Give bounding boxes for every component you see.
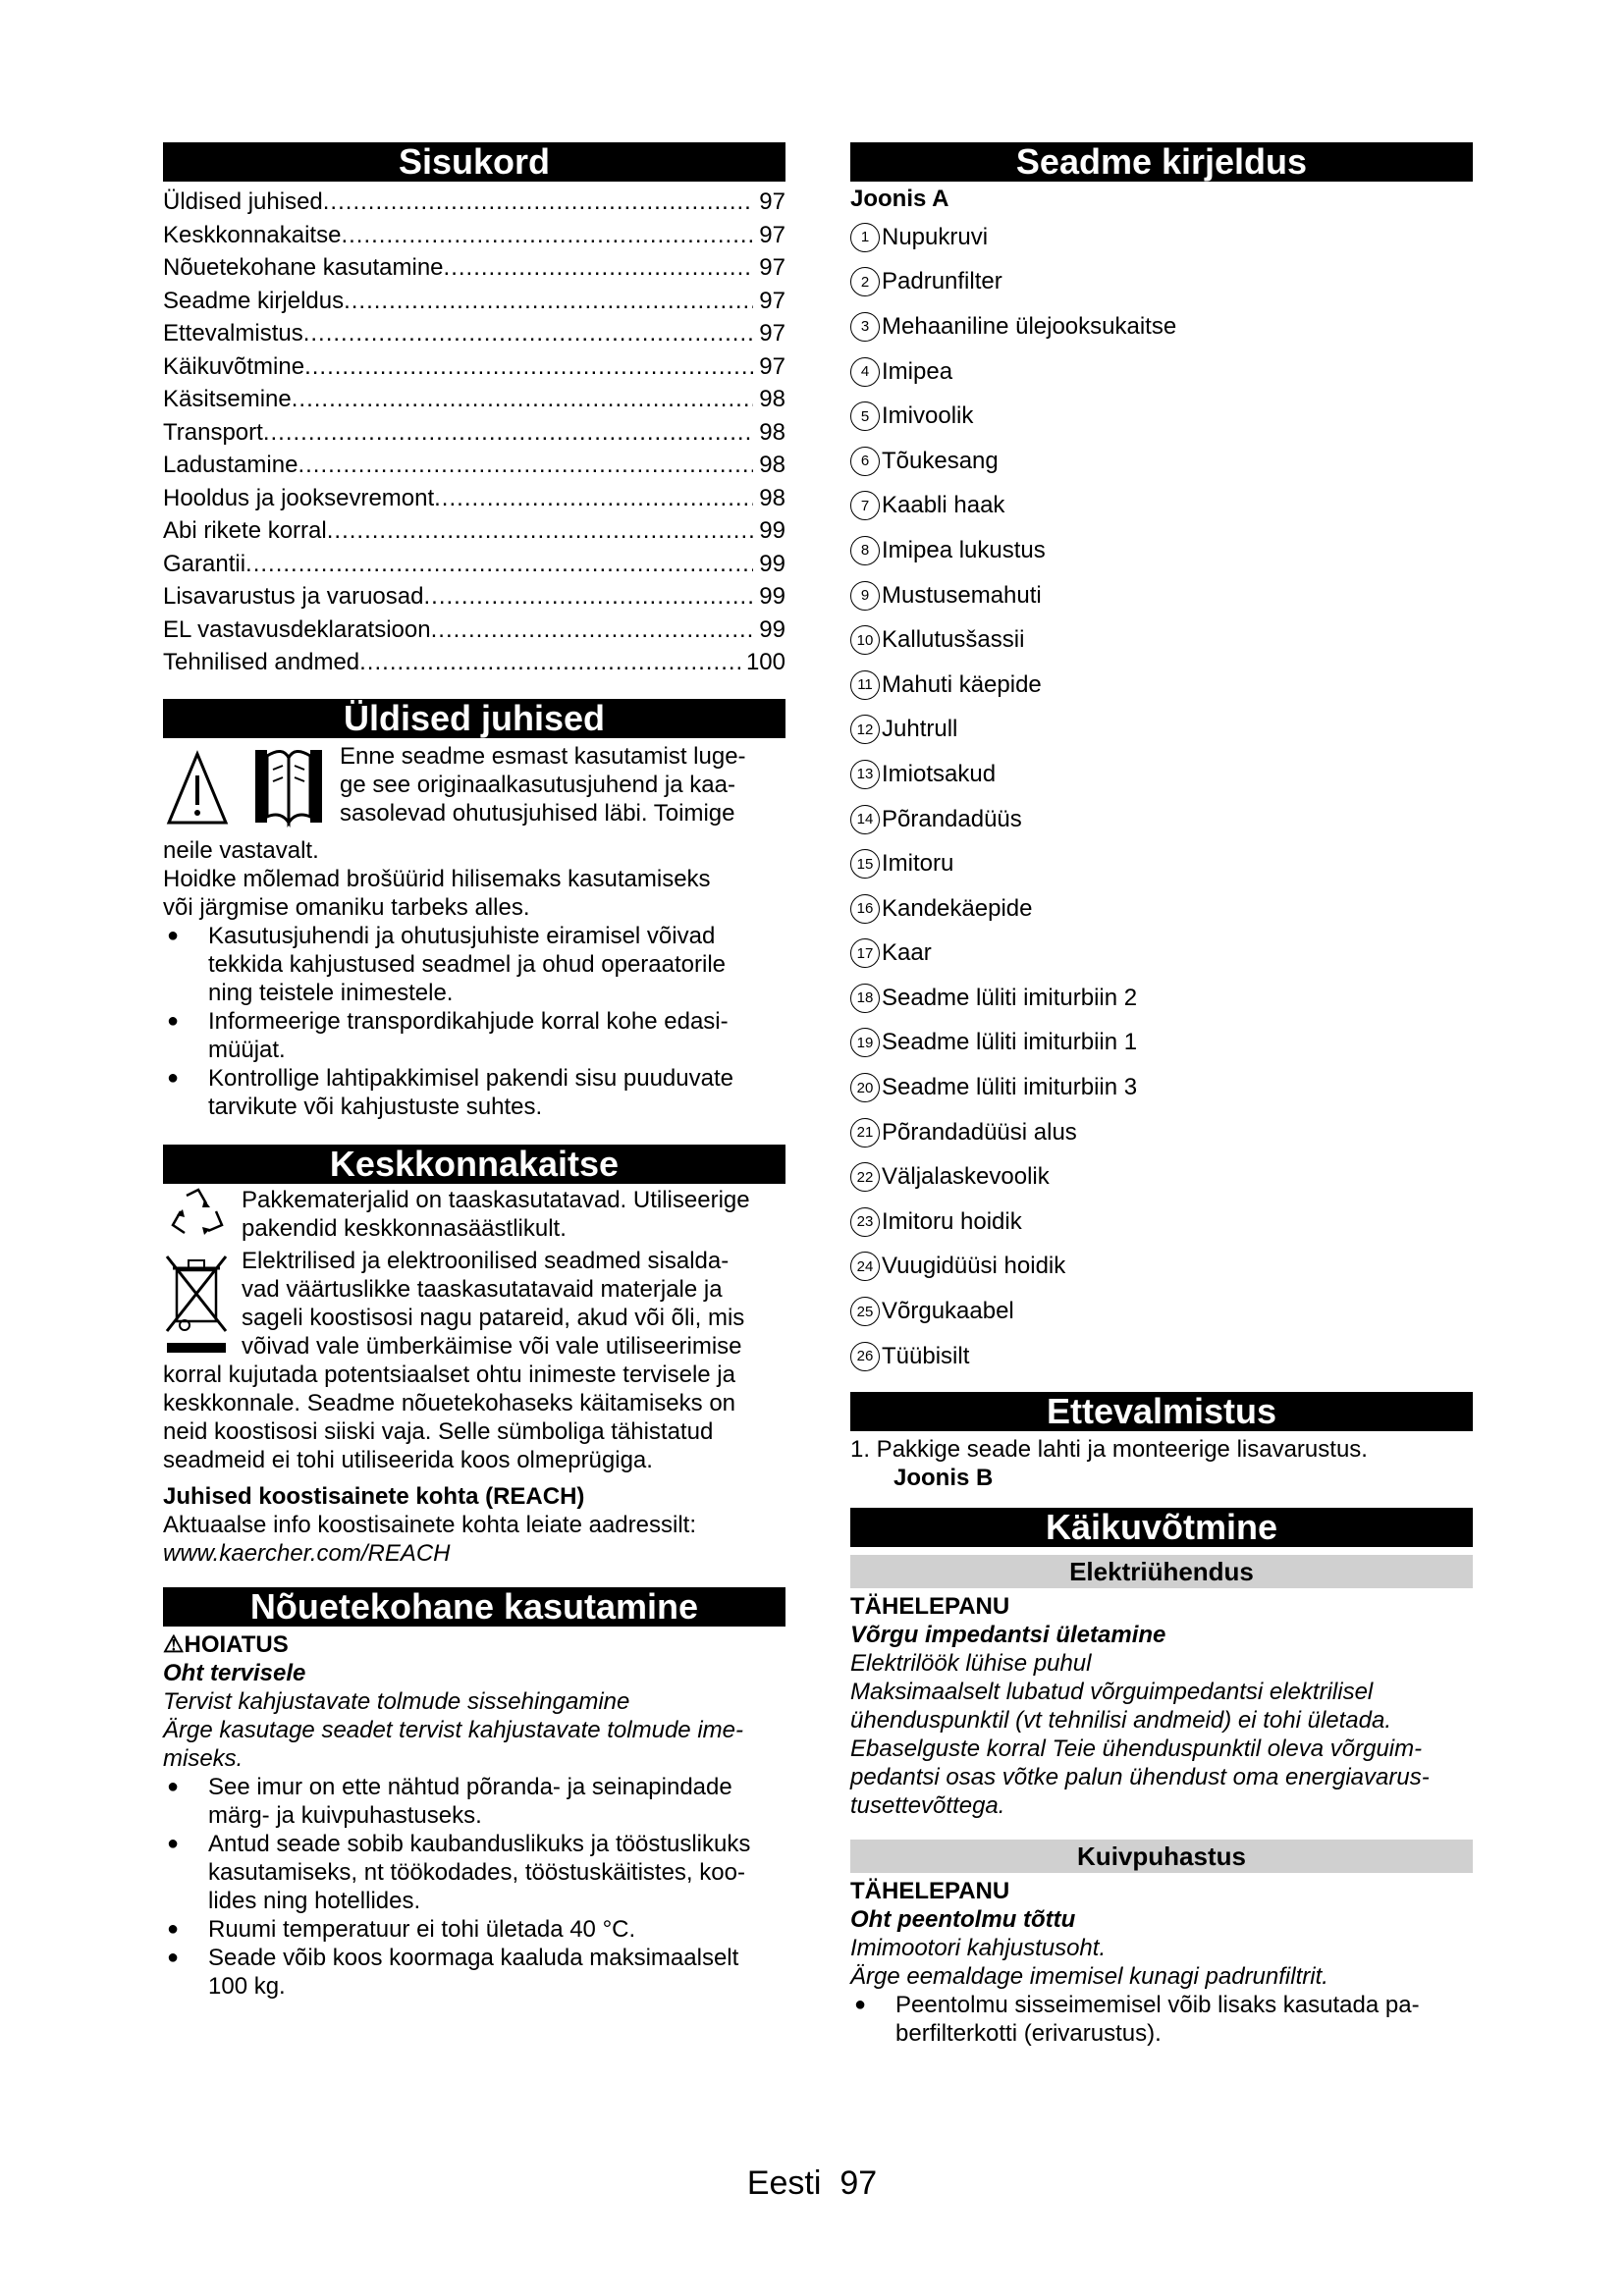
description-heading: Seadme kirjeldus	[850, 142, 1473, 182]
weee-line: võivad vale ümberkäimise või vale utiliseerimise	[242, 1332, 742, 1360]
toc-heading: Sisukord	[163, 142, 785, 182]
toc-entry[interactable]	[163, 285, 785, 318]
bullet-line: tekkida kahjustused seadmel ja ohud operaatorile	[208, 950, 727, 978]
proper-use-bullets	[163, 1773, 785, 2001]
toc-entry-title: Transport	[163, 418, 263, 446]
toc-entry[interactable]	[163, 219, 785, 252]
electrical-notice: TÄHELEPANU	[850, 1593, 1010, 1621]
component-item	[850, 260, 1473, 305]
toc-leader-dots	[434, 482, 753, 515]
toc-entry[interactable]	[163, 186, 785, 219]
toc-entry-page: 97	[759, 188, 785, 215]
bullet-line: lides ning hotellides.	[208, 1887, 421, 1914]
description-figure: Joonis A	[850, 186, 949, 212]
bullet-line: ● Informeerige transpordikahjude korral kohe edasi-	[208, 1007, 729, 1035]
bullet-line: ● Kontrollige lahtipakkimisel pakendi sisu puuduvate	[208, 1064, 733, 1092]
component-number-badge: 23	[850, 1207, 880, 1237]
startup-heading: Käikuvõtmine	[850, 1508, 1473, 1547]
bullet-item	[163, 1007, 785, 1064]
toc-entry-page: 97	[759, 320, 785, 347]
bullet-line: tarvikute või kahjustuste suhtes.	[208, 1093, 543, 1120]
toc-entry[interactable]	[163, 350, 785, 384]
crossed-bin-icon	[163, 1247, 234, 1361]
weee-cont-line: neid koostisosi siiski vaja. Selle sümboliga tähistatud	[163, 1417, 714, 1445]
toc-entry-page: 97	[759, 221, 785, 248]
toc-entry-title: Abi rikete korral	[163, 517, 327, 544]
toc-entry-page: 97	[759, 254, 785, 281]
bullet-item	[163, 1064, 785, 1121]
component-label: Seadme lüliti imiturbiin 1	[882, 1029, 1138, 1056]
toc-leader-dots	[327, 514, 754, 548]
proper-use-heading: Nõuetekohane kasutamine	[163, 1587, 785, 1627]
reach-title: Juhised koostisainete kohta (REACH)	[163, 1482, 585, 1510]
toc-entry[interactable]	[163, 416, 785, 450]
component-label: Tüübisilt	[882, 1342, 970, 1369]
toc-entry-page: 98	[759, 452, 785, 478]
component-number-badge: 14	[850, 805, 880, 834]
component-number-badge: 26	[850, 1342, 880, 1371]
component-item	[850, 349, 1473, 395]
toc-entry-title: Seadme kirjeldus	[163, 287, 345, 314]
component-item	[850, 841, 1473, 886]
component-label: Mahuti käepide	[882, 670, 1042, 698]
toc-leader-dots	[423, 580, 753, 614]
component-label: Kallutusšassii	[882, 626, 1025, 654]
component-number-badge: 5	[850, 401, 880, 431]
component-label: Imivoolik	[882, 402, 974, 430]
toc-entry-title: Garantii	[163, 550, 246, 577]
bullet-line: ning teistele inimestele.	[208, 979, 454, 1006]
electrical-line: ühenduspunktil (vt tehnilisi andmeid) ei tohi ületada.	[850, 1707, 1392, 1735]
electrical-heading: Elektriühendus	[850, 1555, 1473, 1588]
component-number-badge: 22	[850, 1162, 880, 1192]
toc-leader-dots	[344, 285, 753, 318]
component-label: Nupukruvi	[882, 223, 989, 250]
toc-entry[interactable]	[163, 580, 785, 614]
component-label: Imiotsakud	[882, 760, 997, 787]
component-number-badge: 9	[850, 581, 880, 611]
toc-entry[interactable]	[163, 514, 785, 548]
component-item	[850, 886, 1473, 932]
bullet-line: ● Antud seade sobib kaubanduslikuks ja tööstuslikuks	[208, 1830, 751, 1857]
component-number-badge: 21	[850, 1118, 880, 1148]
electrical-lines	[850, 1649, 1473, 1820]
bullet-item	[163, 1773, 785, 1830]
component-label: Imipea lukustus	[882, 536, 1046, 563]
component-label: Kaabli haak	[882, 492, 1005, 519]
bullet-line: ● See imur on ette nähtud põranda- ja seinapindade	[208, 1773, 732, 1800]
bullet-line: 100 kg.	[208, 1972, 286, 2000]
toc-entry-title: Lisavarustus ja varuosad	[163, 583, 424, 610]
recycle-line: pakendid keskkonnasäästlikult.	[242, 1214, 567, 1242]
bullet-line: ● Kasutusjuhendi ja ohutusjuhiste eiramisel võivad	[208, 922, 716, 949]
component-item	[850, 1021, 1473, 1066]
intro-line: sasolevad ohutusjuhised läbi. Toimige	[340, 799, 735, 827]
para-line: Hoidke mõlemad brošüürid hilisemaks kasutamiseks	[163, 865, 711, 892]
environment-weee-text	[242, 1247, 744, 1361]
component-label: Imipea	[882, 357, 953, 385]
weee-line: Elektrilised ja elektroonilised seadmed sisalda-	[242, 1247, 730, 1274]
toc-leader-dots	[298, 449, 753, 482]
component-label: Kaar	[882, 939, 932, 967]
environment-weee-cont	[163, 1361, 785, 1474]
component-item	[850, 708, 1473, 753]
component-item	[850, 932, 1473, 977]
toc-entry-title: Üldised juhised	[163, 188, 323, 215]
intro-line: Enne seadme esmast kasutamist luge-	[340, 742, 746, 770]
component-number-badge: 18	[850, 984, 880, 1013]
component-item	[850, 1200, 1473, 1245]
general-heading: Üldised juhised	[163, 699, 785, 738]
component-number-badge: 10	[850, 625, 880, 655]
environment-recycle-text	[242, 1186, 750, 1243]
component-item	[850, 617, 1473, 663]
bullet-item	[163, 1944, 785, 2001]
page-footer	[0, 2164, 1624, 2203]
recycle-icon	[163, 1186, 234, 1245]
component-label: Juhtrull	[882, 716, 958, 743]
toc-leader-dots	[323, 186, 754, 219]
warning-manual-icon	[163, 742, 340, 836]
proper-use-lines	[163, 1687, 785, 1773]
component-number-badge: 15	[850, 849, 880, 879]
component-label: Padrunfilter	[882, 268, 1002, 295]
general-para	[163, 865, 785, 922]
electrical-hazard: Võrgu impedantsi ületamine	[850, 1622, 1166, 1649]
component-number-badge: 3	[850, 312, 880, 342]
component-item	[850, 439, 1473, 484]
proper-use-line: Ärge kasutage seadet tervist kahjustavate tolmude ime-	[163, 1716, 743, 1743]
bullet-line: müüjat.	[208, 1036, 286, 1063]
toc-entry[interactable]	[163, 449, 785, 482]
toc-entry[interactable]	[163, 646, 785, 679]
component-number-badge: 13	[850, 760, 880, 789]
environment-heading: Keskkonnakaitse	[163, 1145, 785, 1184]
toc-entry[interactable]	[163, 251, 785, 285]
component-label: Mustusemahuti	[882, 581, 1042, 609]
toc-leader-dots	[359, 646, 740, 679]
electrical-line: Maksimaalselt lubatud võrguimpedantsi elektrilisel	[850, 1679, 1374, 1706]
proper-use-warning: ⚠HOIATUS	[163, 1630, 289, 1658]
preparation-figure: Joonis B	[893, 1465, 994, 1492]
dry-lines	[850, 1934, 1473, 1991]
footer-language: Eesti	[746, 2164, 822, 2202]
component-label: Põrandadüüs	[882, 805, 1022, 832]
bullet-item	[850, 1991, 1473, 2048]
component-item	[850, 1245, 1473, 1290]
intro-line: ge see originaalkasutusjuhend ja kaa-	[340, 771, 735, 798]
toc-leader-dots	[304, 350, 753, 384]
component-label: Vuugidüüsi hoidik	[882, 1253, 1066, 1280]
toc-entry-title: Nõuetekohane kasutamine	[163, 254, 444, 281]
toc-entry-title: Käsitsemine	[163, 386, 292, 412]
toc-entry-page: 98	[759, 484, 785, 511]
general-intro	[340, 742, 746, 828]
component-number-badge: 20	[850, 1073, 880, 1102]
component-label: Tõukesang	[882, 447, 999, 474]
general-intro-cont: neile vastavalt.	[163, 836, 319, 864]
toc-entry-page: 98	[759, 386, 785, 412]
electrical-line: pedantsi osas võtke palun ühendust oma energiavarus-	[850, 1764, 1430, 1791]
toc-entry-title: EL vastavusdeklaratsioon	[163, 615, 431, 643]
toc-entry-title: Hooldus ja jooksevremont	[163, 484, 435, 511]
bullet-item	[163, 1915, 785, 1944]
component-label: Kandekäepide	[882, 894, 1033, 922]
left-column	[163, 142, 785, 2001]
component-item	[850, 394, 1473, 439]
toc-entry-page: 99	[759, 583, 785, 610]
component-number-badge: 24	[850, 1252, 880, 1281]
component-label: Põrandadüüsi alus	[882, 1118, 1077, 1146]
bullet-item	[163, 922, 785, 1007]
component-item	[850, 528, 1473, 573]
bullet-item	[163, 1830, 785, 1915]
dry-cleaning-heading: Kuivpuhastus	[850, 1840, 1473, 1873]
toc-entry-page: 97	[759, 287, 785, 314]
toc-entry[interactable]	[163, 548, 785, 581]
bullet-line: ● Peentolmu sisseimemisel võib lisaks kasutada pa-	[895, 1992, 1420, 2019]
component-item	[850, 304, 1473, 349]
component-item	[850, 573, 1473, 618]
toc-entry-page: 99	[759, 550, 785, 577]
dry-line: Imimootori kahjustusoht.	[850, 1935, 1107, 1962]
toc-entry-page: 99	[759, 517, 785, 544]
toc-entry-page: 97	[759, 352, 785, 380]
toc-list	[163, 186, 785, 679]
weee-cont-line: keskkonnale. Seadme nõuetekohaseks käitamiseks on	[163, 1389, 736, 1416]
toc-entry-title: Tehnilised andmed	[163, 649, 360, 675]
component-label: Mehaaniline ülejooksukaitse	[882, 312, 1177, 340]
component-number-badge: 19	[850, 1028, 880, 1057]
component-number-badge: 12	[850, 715, 880, 744]
proper-use-hazard: Oht tervisele	[163, 1659, 306, 1686]
component-label: Väljalaskevoolik	[882, 1163, 1050, 1191]
component-item	[850, 797, 1473, 842]
toc-leader-dots	[444, 251, 754, 285]
para-line: või järgmise omaniku tarbeks alles.	[163, 893, 530, 921]
recycle-line: Pakkematerjalid on taaskasutatavad. Utiliseerige	[242, 1186, 750, 1213]
toc-entry[interactable]	[163, 317, 785, 350]
component-number-badge: 7	[850, 491, 880, 520]
toc-entry-title: Keskkonnakaitse	[163, 221, 342, 248]
toc-leader-dots	[341, 219, 753, 252]
toc-leader-dots	[263, 416, 753, 450]
toc-leader-dots	[303, 317, 754, 350]
component-number-badge: 17	[850, 938, 880, 968]
component-number-badge: 8	[850, 536, 880, 565]
weee-cont-line: korral kujutada potentsiaalset ohtu inimeste tervisele ja	[163, 1361, 735, 1388]
weee-line: sageli koostisosi nagu patareid, akud või õli, mis	[242, 1304, 745, 1331]
component-number-badge: 1	[850, 223, 880, 252]
component-item	[850, 1110, 1473, 1155]
proper-use-line: Tervist kahjustavate tolmude sissehingamine	[163, 1687, 630, 1715]
component-number-badge: 6	[850, 447, 880, 476]
weee-cont-line: seadmeid ei tohi utiliseerida koos olmeprügiga.	[163, 1446, 653, 1473]
reach-url[interactable]: www.kaercher.com/REACH	[163, 1539, 451, 1567]
component-number-badge: 25	[850, 1297, 880, 1326]
dry-notice: TÄHELEPANU	[850, 1878, 1010, 1905]
component-label: Võrgukaabel	[882, 1298, 1014, 1325]
dry-line: Ärge eemaldage imemisel kunagi padrunfiltrit.	[850, 1963, 1328, 1991]
toc-entry[interactable]	[163, 383, 785, 416]
component-number-badge: 2	[850, 267, 880, 296]
electrical-line: Elektrilöök lühise puhul	[850, 1650, 1092, 1678]
footer-page-number: 97	[839, 2164, 878, 2202]
component-item	[850, 752, 1473, 797]
component-item	[850, 1154, 1473, 1200]
component-label: Imitoru	[882, 850, 954, 878]
component-item	[850, 663, 1473, 708]
component-item	[850, 1289, 1473, 1334]
component-label: Imitoru hoidik	[882, 1207, 1022, 1235]
general-bullets	[163, 922, 785, 1121]
bullet-line: märg- ja kuivpuhastuseks.	[208, 1801, 482, 1829]
bullet-line: ● Seade võib koos koormaga kaaluda maksimaalselt	[208, 1944, 739, 1971]
component-item	[850, 1065, 1473, 1110]
toc-entry-title: Ladustamine	[163, 452, 298, 478]
toc-entry-page: 99	[759, 615, 785, 643]
component-item	[850, 1334, 1473, 1379]
toc-entry[interactable]	[163, 614, 785, 647]
electrical-line: Ebaselguste korral Teie ühenduspunktil oleva võrguim-	[850, 1735, 1423, 1763]
dry-hazard: Oht peentolmu tõttu	[850, 1906, 1076, 1934]
component-number-badge: 4	[850, 357, 880, 387]
component-label: Seadme lüliti imiturbiin 2	[882, 984, 1138, 1011]
weee-line: vad väärtuslikke taaskasutatavaid materjale ja	[242, 1275, 723, 1303]
component-item	[850, 484, 1473, 529]
bullet-line: berfilterkotti (erivarustus).	[895, 2020, 1162, 2048]
component-label: Seadme lüliti imiturbiin 3	[882, 1074, 1138, 1101]
toc-leader-dots	[431, 614, 754, 647]
toc-entry[interactable]	[163, 482, 785, 515]
proper-use-line: miseks.	[163, 1744, 244, 1772]
component-number-badge: 11	[850, 670, 880, 700]
reach-text: Aktuaalse info koostisainete kohta leiate aadressilt:	[163, 1511, 696, 1538]
right-column	[850, 142, 1473, 2048]
toc-entry-title: Käikuvõtmine	[163, 352, 305, 380]
component-item	[850, 976, 1473, 1021]
component-item	[850, 215, 1473, 260]
dry-bullet	[850, 1991, 1473, 2048]
preparation-heading: Ettevalmistus	[850, 1392, 1473, 1431]
preparation-step: 1. Pakkige seade lahti ja monteerige lisavarustus.	[850, 1436, 1368, 1464]
toc-leader-dots	[245, 548, 753, 581]
toc-entry-page: 98	[759, 418, 785, 446]
toc-entry-page: 100	[745, 649, 785, 675]
bullet-line: kasutamiseks, nt töökodades, tööstuskäitistes, koo-	[208, 1858, 745, 1886]
toc-entry-title: Ettevalmistus	[163, 320, 303, 347]
component-list	[850, 215, 1473, 1378]
electrical-line: tusettevõttega.	[850, 1792, 1005, 1820]
toc-leader-dots	[292, 383, 754, 416]
component-number-badge: 16	[850, 894, 880, 924]
bullet-line: ● Ruumi temperatuur ei tohi ületada 40 °C.	[208, 1915, 636, 1943]
